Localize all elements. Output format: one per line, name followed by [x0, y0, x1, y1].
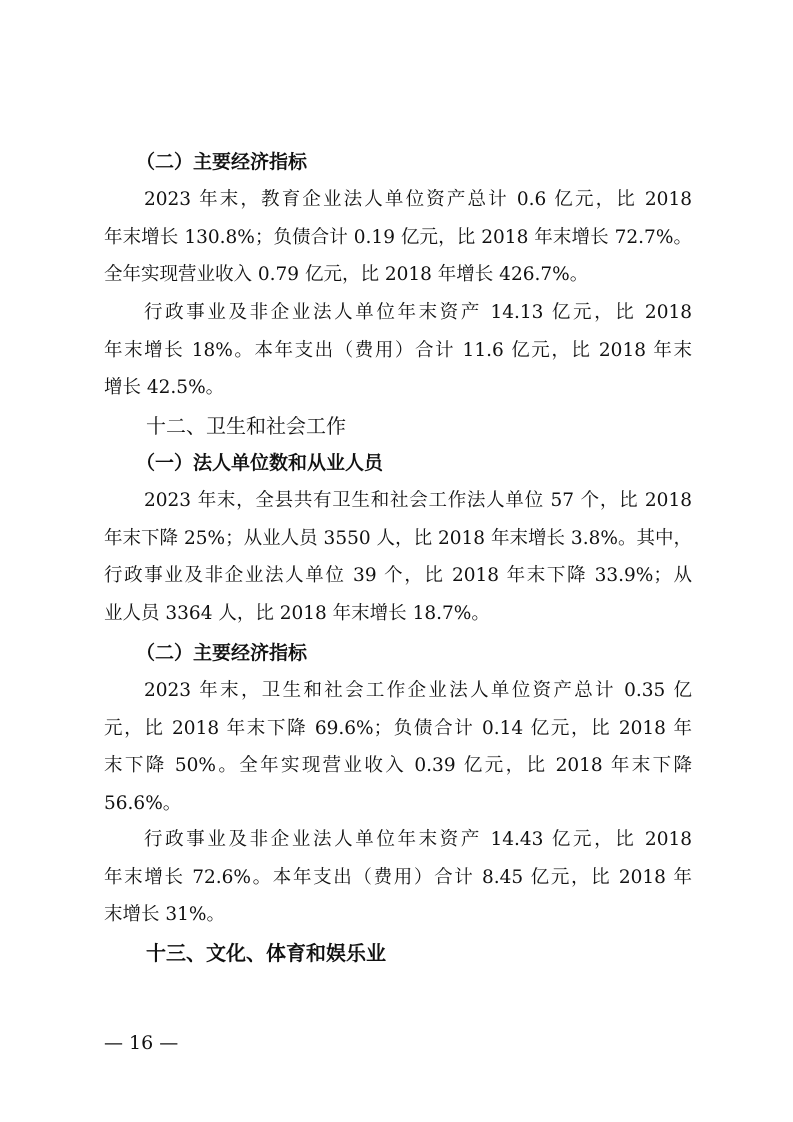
paragraph-line: 行政事业及非企业法人单位 39 个，比 2018 年末下降 33.9%；从: [104, 565, 692, 586]
paragraph-line: 行政事业及非企业法人单位年末资产 14.43 亿元，比 2018: [144, 829, 692, 850]
paragraph-health-units-employees: [104, 482, 692, 632]
paragraph-line: 56.6%。: [104, 792, 182, 814]
paragraph-health-enterprise-assets: [104, 672, 692, 822]
paragraph-line: 业人员 3364 人，比 2018 年末增长 18.7%。: [104, 602, 490, 624]
section-heading-health-social-work: 十二、卫生和社会工作: [146, 414, 346, 438]
paragraph-line: 末下降 50%。全年实现营业收入 0.39 亿元，比 2018 年末下降: [104, 755, 692, 776]
page-number: — 16 —: [104, 1032, 179, 1054]
paragraph-line: 年末下降 25%；从业人员 3550 人，比 2018 年末增长 3.8%。其中，: [104, 527, 692, 549]
subsection-heading-units-employees: （一）法人单位数和从业人员: [136, 452, 384, 474]
paragraph-line: 年末增长 130.8%；负债合计 0.19 亿元，比 2018 年末增长 72.7%。: [104, 226, 692, 248]
paragraph-line: 2023 年末，全县共有卫生和社会工作法人单位 57 个，比 2018: [144, 490, 692, 511]
paragraph-line: 末增长 31%。: [104, 904, 226, 925]
paragraph-line: 元，比 2018 年末下降 69.6%；负债合计 0.14 亿元，比 2018 年: [104, 717, 692, 739]
paragraph-education-nonenterprise-assets: [104, 294, 692, 407]
section-heading-culture-sports-entertainment: 十三、文化、体育和娱乐业: [146, 941, 386, 965]
paragraph-line: 2023 年末，卫生和社会工作企业法人单位资产总计 0.35 亿: [144, 680, 692, 701]
subsection-heading-economic-indicators-health: （二）主要经济指标: [136, 642, 308, 664]
paragraph-health-nonenterprise-assets: [104, 821, 692, 934]
paragraph-line: 2023 年末，教育企业法人单位资产总计 0.6 亿元，比 2018: [144, 189, 692, 210]
subsection-heading-economic-indicators-education: （二）主要经济指标: [136, 151, 308, 173]
paragraph-line: 年末增长 18%。本年支出（费用）合计 11.6 亿元，比 2018 年末: [104, 339, 692, 361]
paragraph-line: 全年实现营业收入 0.79 亿元，比 2018 年增长 426.7%。: [104, 264, 589, 285]
paragraph-line: 行政事业及非企业法人单位年末资产 14.13 亿元，比 2018: [144, 302, 692, 323]
paragraph-line: 增长 42.5%。: [104, 377, 225, 398]
paragraph-education-enterprise-assets: [104, 181, 692, 294]
paragraph-line: 年末增长 72.6%。本年支出（费用）合计 8.45 亿元，比 2018 年: [104, 866, 692, 888]
